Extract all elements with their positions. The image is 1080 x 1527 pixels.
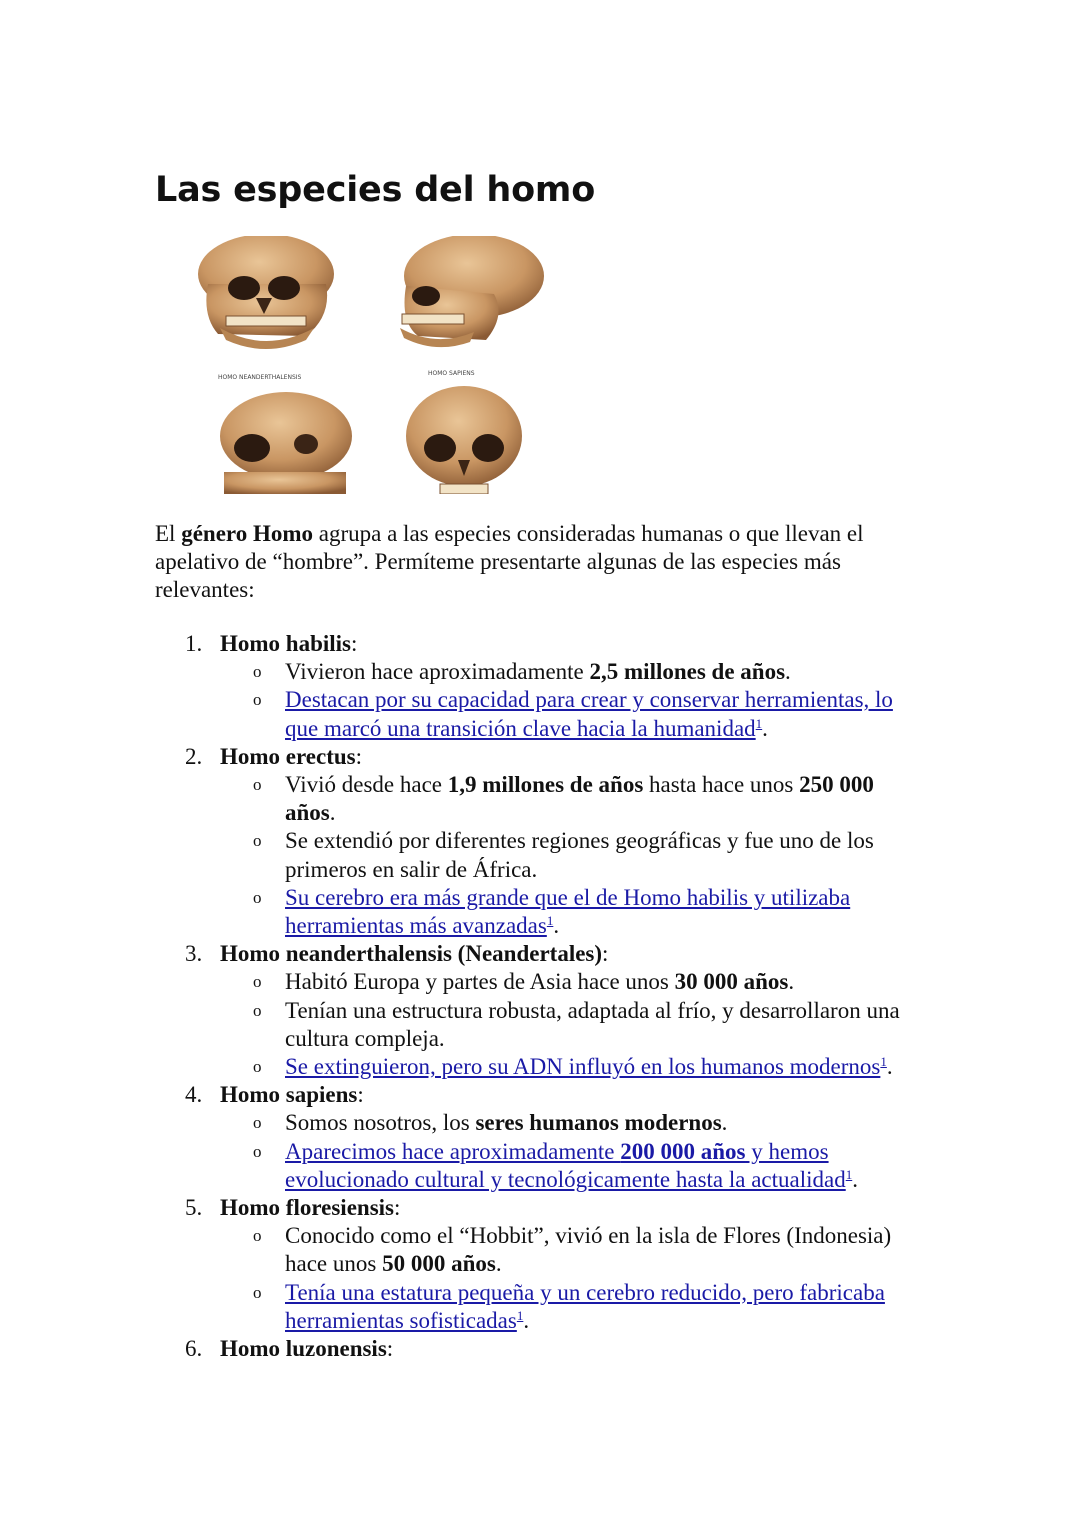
figure-label-right: HOMO SAPIENS (428, 370, 475, 377)
fact-link[interactable]: Aparecimos hace aproximadamente (285, 1138, 621, 1164)
species-list (185, 630, 945, 1363)
fact-item (253, 968, 917, 996)
species-item (185, 743, 945, 940)
skull-top-left (198, 236, 334, 349)
circle-bullet-icon: o (253, 690, 262, 710)
species-number: 4. (185, 1082, 203, 1108)
fact-bold-text: 30 000 años (674, 969, 789, 995)
intro-text: agrupa a las especies consideradas humanas o que llevan el apelativo de “hombre”. Permíteme presentarte algunas de las especies más relevantes: (155, 521, 864, 603)
fact-text: . (788, 969, 795, 995)
species-number: 6. (185, 1336, 203, 1362)
fact-text: . (886, 1054, 893, 1080)
species-name: Homo neanderthalensis (Neandertales) (220, 941, 603, 967)
circle-bullet-icon: o (253, 1000, 262, 1020)
fact-text: . (762, 715, 768, 741)
circle-bullet-icon: o (253, 1282, 262, 1302)
intro-bold-term: género Homo (181, 521, 314, 546)
species-item (185, 630, 945, 743)
circle-bullet-icon: o (253, 887, 262, 907)
species-suffix: : (351, 631, 358, 656)
fact-text: . (852, 1166, 858, 1192)
fact-text: . (495, 1251, 502, 1277)
fact-text: Se extendió por diferentes regiones geográficas y fue uno de los primeros en salir de África. (285, 828, 874, 882)
circle-bullet-icon: o (253, 831, 262, 851)
fact-link[interactable]: Se extinguieron, pero su ADN influyó en los humanos modernos (285, 1054, 881, 1080)
fact-text: Conocido como el “Hobbit”, vivió en la isla de Flores (Indonesia) hace unos (285, 1223, 892, 1277)
figure-label-left: HOMO NEANDERTHALENSIS (218, 374, 302, 381)
fact-text: Somos nosotros, los (285, 1110, 476, 1136)
intro-lead: El (155, 521, 182, 546)
fact-item (253, 884, 917, 940)
species-number: 3. (185, 941, 203, 967)
fact-link[interactable]: y hemos evolucionado cultural y tecnológicamente hasta la actualidad (285, 1138, 846, 1192)
fact-item (253, 1222, 917, 1278)
fact-item (253, 1109, 917, 1137)
intro-paragraph (155, 520, 935, 605)
species-suffix: : (386, 1336, 394, 1362)
fact-text: . (523, 1307, 530, 1333)
species-heading (185, 630, 945, 658)
species-number: 2. (185, 743, 203, 769)
skulls-illustration (156, 236, 592, 494)
fact-bold-text: 250 000 años (285, 772, 874, 826)
species-heading (185, 1335, 945, 1363)
species-suffix: : (393, 1195, 401, 1221)
species-name: Homo floresiensis (220, 1195, 394, 1221)
species-item (185, 1335, 945, 1363)
fact-link[interactable]: Destacan por su capacidad para crear y conservar herramientas, lo que marcó una transición clave hacia la humanidad (285, 687, 893, 741)
fact-text: hasta hace unos (643, 772, 800, 798)
fact-item (253, 771, 917, 827)
fact-text: . (329, 800, 336, 826)
fact-link[interactable]: Su cerebro era más grande que el de Homo habilis y utilizaba herramientas más avanzadas (285, 884, 851, 939)
fact-list (220, 1109, 945, 1194)
skull-bottom-left (220, 392, 352, 494)
species-heading (185, 1081, 945, 1109)
fact-list (220, 968, 945, 1081)
fact-link[interactable]: Tenía una estatura pequeña y un cerebro reducido, pero fabricaba herramientas sofisticadas (285, 1279, 885, 1333)
circle-bullet-icon: o (253, 1057, 262, 1077)
species-name: Homo sapiens (220, 1082, 358, 1108)
fact-item (253, 1053, 917, 1081)
species-name: Homo luzonensis (220, 1336, 387, 1362)
species-suffix: : (355, 743, 363, 769)
fact-text: Vivieron hace aproximadamente (285, 659, 590, 685)
circle-bullet-icon: o (253, 972, 262, 992)
fact-text: Habitó Europa y partes de Asia hace unos (285, 969, 675, 995)
fact-item (253, 827, 917, 883)
fact-text: . (785, 659, 791, 685)
fact-item (253, 1138, 917, 1194)
species-item (185, 940, 945, 1081)
circle-bullet-icon: o (253, 1113, 262, 1133)
species-name: Homo habilis (220, 631, 352, 656)
circle-bullet-icon: o (253, 1226, 262, 1246)
fact-list (220, 771, 945, 940)
footnote-link[interactable]: 1 (845, 1166, 853, 1182)
fact-link[interactable]: 200 000 años (620, 1138, 746, 1164)
species-item (185, 1194, 945, 1335)
footnote-link[interactable]: 1 (755, 715, 763, 731)
fact-list (220, 1222, 945, 1335)
species-heading (185, 1194, 945, 1222)
fact-item (253, 658, 917, 686)
circle-bullet-icon: o (253, 775, 262, 795)
fact-text: Tenían una estructura robusta, adaptada al frío, y desarrollaron una cultura compleja. (285, 997, 900, 1051)
species-heading (185, 940, 945, 968)
fact-item (253, 686, 917, 742)
fact-text: . (553, 913, 560, 939)
fact-bold-text: 2,5 millones de años (589, 659, 786, 685)
species-number: 1. (185, 631, 203, 656)
skull-top-right (400, 236, 544, 347)
fact-list (220, 658, 945, 743)
species-number: 5. (185, 1195, 203, 1221)
fact-bold-text: seres humanos modernos (475, 1110, 722, 1136)
skull-bottom-right (406, 386, 522, 494)
circle-bullet-icon: o (253, 1141, 262, 1161)
species-heading (185, 743, 945, 771)
fact-text: . (721, 1110, 728, 1136)
circle-bullet-icon: o (253, 662, 262, 682)
fact-text: Vivió desde hace (285, 772, 448, 798)
footnote-link[interactable]: 1 (546, 913, 554, 929)
fact-bold-text: 50 000 años (382, 1251, 496, 1277)
fact-bold-text: 1,9 millones de años (447, 772, 644, 798)
species-item (185, 1081, 945, 1194)
species-name: Homo erectus (220, 743, 356, 769)
fact-item (253, 1279, 917, 1335)
footnote-link[interactable]: 1 (880, 1054, 887, 1070)
species-suffix: : (602, 941, 609, 967)
footnote-link[interactable]: 1 (516, 1307, 524, 1323)
page-title: Las especies del homo (155, 170, 596, 210)
fact-item (253, 997, 917, 1053)
species-suffix: : (357, 1082, 364, 1108)
